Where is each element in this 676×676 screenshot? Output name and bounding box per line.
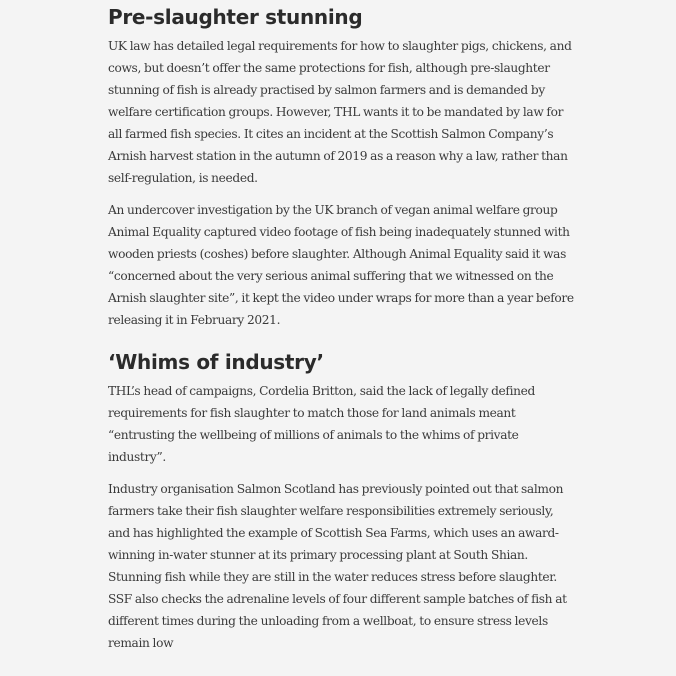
article-body: [108, 3, 574, 664]
section-heading: Pre-slaughter stunning: [108, 5, 363, 29]
section-pre-slaughter-stunning: [108, 3, 574, 331]
text-line: THL’s head of campaigns, Cordelia Britton, said the lack of legally defined: [108, 384, 535, 398]
paragraph: [108, 199, 574, 331]
text-line: different times during the unloading from a wellboat, to ensure stress levels: [108, 614, 548, 628]
text-line: Stunning fish while they are still in the water reduces stress before slaughter.: [108, 570, 557, 584]
text-line: all farmed fish species. It cites an incident at the Scottish Salmon Company’s: [108, 127, 554, 141]
text-line: Industry organisation Salmon Scotland has previously pointed out that salmon: [108, 482, 564, 496]
text-line: wooden priests (coshes) before slaughter. Although Animal Equality said it was: [108, 247, 567, 261]
paragraph: [108, 35, 572, 189]
text-line: “concerned about the very serious animal suffering that we witnessed on the: [108, 269, 554, 283]
text-line: winning in-water stunner at its primary processing plant at South Shian.: [108, 548, 528, 562]
text-line: Arnish slaughter site”, it kept the video under wraps for more than a year before: [108, 291, 574, 305]
text-line: Arnish harvest station in the autumn of 2019 as a reason why a law, rather than: [108, 149, 568, 163]
text-line: UK law has detailed legal requirements for how to slaughter pigs, chickens, and: [108, 39, 572, 53]
text-line: “entrusting the wellbeing of millions of animals to the whims of private: [108, 428, 519, 442]
text-line: An undercover investigation by the UK branch of vegan animal welfare group: [108, 203, 558, 217]
text-line: remain low: [108, 636, 174, 650]
text-line: releasing it in February 2021.: [108, 313, 281, 327]
text-line: and has highlighted the example of Scottish Sea Farms, which uses an award-: [108, 526, 559, 540]
text-line: cows, but doesn’t offer the same protections for fish, although pre-slaughter: [108, 61, 550, 75]
paragraph: [108, 478, 567, 654]
text-line: Animal Equality captured video footage of fish being inadequately stunned with: [108, 225, 570, 239]
text-line: farmers take their fish slaughter welfare responsibilities extremely seriously,: [108, 504, 554, 518]
text-line: SSF also checks the adrenaline levels of four different sample batches of fish at: [108, 592, 567, 606]
section-heading: ‘Whims of industry’: [108, 350, 324, 374]
text-line: self-regulation, is needed.: [108, 171, 258, 185]
text-line: requirements for fish slaughter to match those for land animals meant: [108, 406, 516, 420]
text-line: stunning of fish is already practised by salmon farmers and is demanded by: [108, 83, 545, 97]
text-line: industry”.: [108, 450, 166, 464]
text-line: welfare certification groups. However, THL wants it to be mandated by law for: [108, 105, 564, 119]
section-whims-of-industry: [108, 348, 567, 654]
paragraph: [108, 380, 564, 468]
